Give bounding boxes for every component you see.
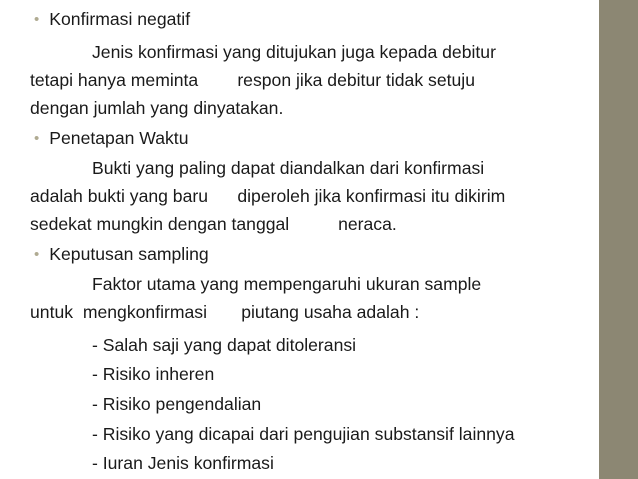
bullet-icon: • [34,246,40,263]
paragraph-line: untuk mengkonfirmasi piutang usaha adalah : [30,302,420,322]
list-item: - Risiko yang dicapai dari pengujian substansif lainnya [92,424,515,444]
paragraph-line: Bukti yang paling dapat diandalkan dari konfirmasi [92,158,485,178]
paragraph-line: tetapi hanya meminta respon jika debitur tidak setuju [30,70,475,90]
paragraph-line: adalah bukti yang baru diperoleh jika konfirmasi itu dikirim [30,186,506,206]
bullet-heading [34,130,188,148]
list-item: - Risiko inheren [92,364,215,384]
bullet-heading [34,11,190,29]
paragraph-line: Faktor utama yang mempengaruhi ukuran sample [92,274,482,294]
bullet-icon: • [34,130,40,147]
paragraph-line: Jenis konfirmasi yang ditujukan juga kepada debitur [92,42,496,62]
bullet-text: Konfirmasi negatif [49,9,191,29]
list-item: - Iuran Jenis konfirmasi [92,453,274,473]
bullet-heading [34,246,209,264]
paragraph-line: dengan jumlah yang dinyatakan. [30,98,284,118]
paragraph-line: sedekat mungkin dengan tanggal neraca. [30,214,397,234]
bullet-text: Keputusan sampling [49,244,209,264]
list-item: - Risiko pengendalian [92,394,262,414]
bullet-icon: • [34,11,40,28]
list-item: - Salah saji yang dapat ditoleransi [92,335,357,355]
side-accent-bar [599,0,638,479]
bullet-text: Penetapan Waktu [49,128,189,148]
